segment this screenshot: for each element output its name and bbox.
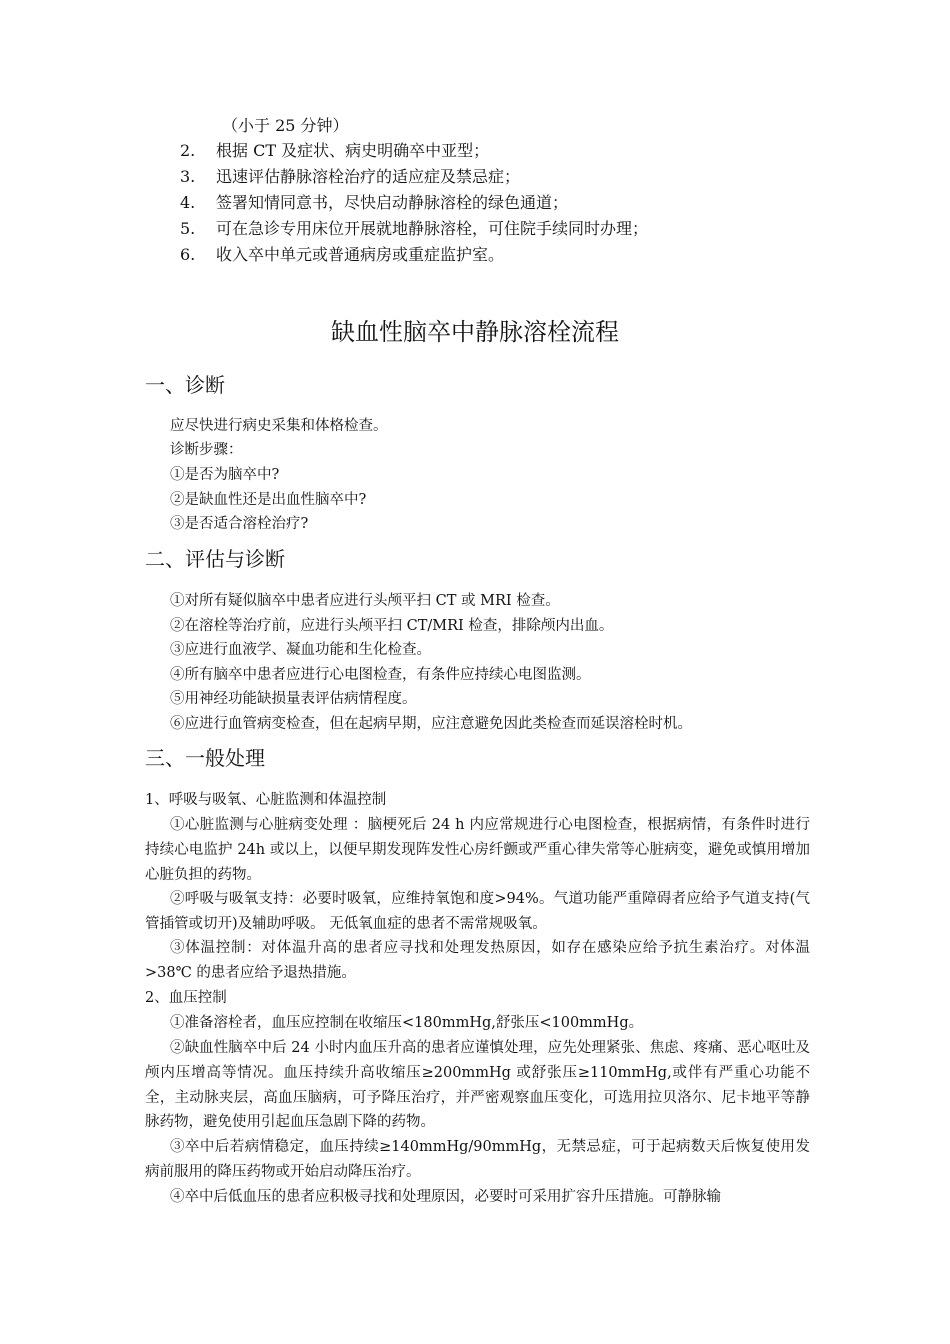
- list-item: 5. 可在急诊专用床位开展就地静脉溶栓，可住院手续同时办理；: [180, 219, 649, 238]
- text-line: ②在溶栓等治疗前，应进行头颅平扫 CT/MRI 检查，排除颅内出血。: [170, 618, 614, 634]
- text-line: ⑤用神经功能缺损量表评估病情程度。: [170, 691, 417, 707]
- text-line: ②是缺血性还是出血性脑卒中?: [170, 492, 367, 508]
- section-heading-diagnosis: 一、诊断: [145, 373, 225, 397]
- text-line: 应尽快进行病史采集和体格检查。: [170, 418, 388, 434]
- procedure-steps-list: [180, 138, 648, 268]
- subsection-heading: 1、呼吸与吸氧、心脏监测和体温控制: [145, 792, 387, 808]
- text-line: ⑥应进行血管病变检查，但在起病早期，应注意避免因此类检查而延误溶栓时机。: [170, 716, 692, 732]
- page-title: 缺血性脑卒中静脉溶栓流程: [331, 318, 619, 346]
- list-item: 4. 签署知情同意书，尽快启动静脉溶栓的绿色通道；: [180, 193, 569, 212]
- subsection-heading: 2、血压控制: [145, 990, 227, 1006]
- paragraph: ②缺血性脑卒中后 24 小时内血压升高的患者应谨慎处理，应先处理紧张、焦虑、疼痛、恶心呕吐及颅内压增高等情况。血压持续升高收缩压≥200mmHg 或舒张压≥110mmHg,或伴有严重心功能不全，主动脉夹层，高血压脑病，可予降压治疗，并严密观察血压变化，可选用拉贝洛尔、尼卡地平等静脉药物，避免使用引起血压急剧下降的药物。: [145, 1040, 810, 1131]
- text-line: 诊断步骤：: [170, 442, 243, 458]
- section-heading-general-treatment: 三、一般处理: [145, 746, 265, 770]
- list-item: 6. 收入卒中单元或普通病房或重症监护室。: [180, 245, 505, 264]
- text-line: ①是否为脑卒中?: [170, 467, 280, 483]
- paragraph: ③卒中后若病情稳定，血压持续≥140mmHg/90mmHg，无禁忌症，可于起病数天后恢复使用发病前服用的降压药物或开始启动降压治疗。: [145, 1139, 810, 1180]
- paragraph: ①准备溶栓者，血压应控制在收缩压<180mmHg,舒张压<100mmHg。: [170, 1015, 644, 1031]
- continuation-text: （小于 25 分钟）: [222, 116, 349, 135]
- list-item: 3. 迅速评估静脉溶栓治疗的适应症及禁忌症；: [180, 167, 521, 186]
- paragraph: ④卒中后低血压的患者应积极寻找和处理原因，必要时可采用扩容升压措施。可静脉输: [170, 1189, 721, 1205]
- section-heading-assessment: 二、评估与诊断: [145, 547, 285, 571]
- text-line: ④所有脑卒中患者应进行心电图检查，有条件应持续心电图监测。: [170, 667, 591, 683]
- paragraph: ②呼吸与吸氧支持：必要时吸氧，应维持氧饱和度>94%。气道功能严重障碍者应给予气道支持(气管插管或切开)及辅助呼吸。 无低氧血症的患者不需常规吸氧。: [145, 891, 810, 932]
- text-line: ③应进行血液学、凝血功能和生化检查。: [170, 642, 431, 658]
- text-line: ③是否适合溶栓治疗?: [170, 516, 309, 532]
- list-item: 2. 根据 CT 及症状、病史明确卒中亚型；: [180, 141, 490, 160]
- text-line: ①对所有疑似脑卒中患者应进行头颅平扫 CT 或 MRI 检查。: [170, 593, 560, 609]
- paragraph: ③体温控制：对体温升高的患者应寻找和处理发热原因，如存在感染应给予抗生素治疗。对体温>38℃ 的患者应给予退热措施。: [145, 940, 810, 981]
- paragraph: ①心脏监测与心脏病变处理 ：脑梗死后 24 h 内应常规进行心电图检查，根据病情，有条件时进行持续心电监护 24h 或以上，以便早期发现阵发性心房纤颤或严重心律失常等心脏病变，避免或慎用增加心脏负担的药物。: [145, 817, 810, 883]
